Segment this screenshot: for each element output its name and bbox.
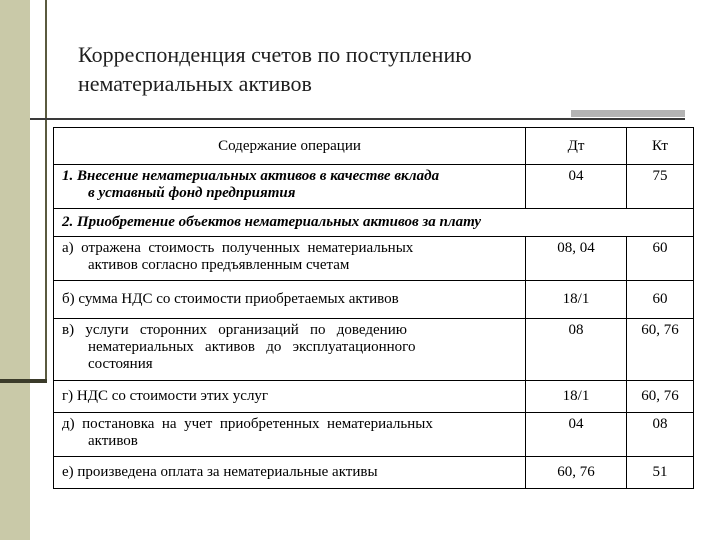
debit-cell: 18/1 [526,281,627,319]
debit-cell: 18/1 [526,381,627,413]
table-row [54,237,694,281]
debit-cell: 08, 04 [526,237,627,281]
credit-cell: 08 [627,413,694,457]
header-credit: Кт [627,128,694,165]
table-row [54,457,694,489]
operation-cell: г) НДС со стоимости этих услуг [54,381,526,413]
operation-line: в) услуги сторонних организаций по доведению [62,322,407,338]
table-row [54,319,694,381]
debit-cell: 04 [526,165,627,209]
table-row [54,281,694,319]
credit-cell: 60, 76 [627,381,694,413]
left-decor-line [0,379,47,383]
operation-line: 1. Внесение нематериальных активов в качестве вклада [62,168,440,184]
table-section-row [54,209,694,237]
debit-cell: 04 [526,413,627,457]
operation-line: д) постановка на учет приобретенных нематериальных [62,416,433,432]
accounts-table [53,127,694,489]
operation-cell: е) произведена оплата за нематериальные активы [54,457,526,489]
title-line-2: нематериальных активов [78,71,312,96]
credit-cell: 60 [627,237,694,281]
header-debit: Дт [526,128,627,165]
table-header-row [54,128,694,165]
operation-line: активов согласно предъявленным счетам [88,257,350,273]
slide-title [78,40,472,98]
operation-cell [54,237,526,281]
debit-cell: 08 [526,319,627,381]
table-row [54,165,694,209]
credit-cell: 75 [627,165,694,209]
operation-cell [54,165,526,209]
credit-cell: 60 [627,281,694,319]
debit-cell: 60, 76 [526,457,627,489]
operation-cell: б) сумма НДС со стоимости приобретаемых активов [54,281,526,319]
title-rule-accent [571,110,685,117]
operation-line: состояния [88,356,153,372]
title-line-1: Корреспонденция счетов по поступлению [78,42,472,67]
title-rule [30,118,685,120]
table-row [54,413,694,457]
left-decor-bar [0,0,30,540]
operation-line: нематериальных активов до эксплуатационного [88,339,416,355]
operation-line: в уставный фонд предприятия [88,185,296,201]
operation-cell [54,319,526,381]
left-decor-panel [30,0,47,382]
credit-cell: 60, 76 [627,319,694,381]
credit-cell: 51 [627,457,694,489]
operation-cell [54,413,526,457]
section-heading: 2. Приобретение объектов нематериальных активов за плату [54,209,694,237]
operation-line: а) отражена стоимость полученных нематериальных [62,240,414,256]
table-row [54,381,694,413]
header-operation: Содержание операции [54,128,526,165]
operation-line: активов [88,433,138,449]
